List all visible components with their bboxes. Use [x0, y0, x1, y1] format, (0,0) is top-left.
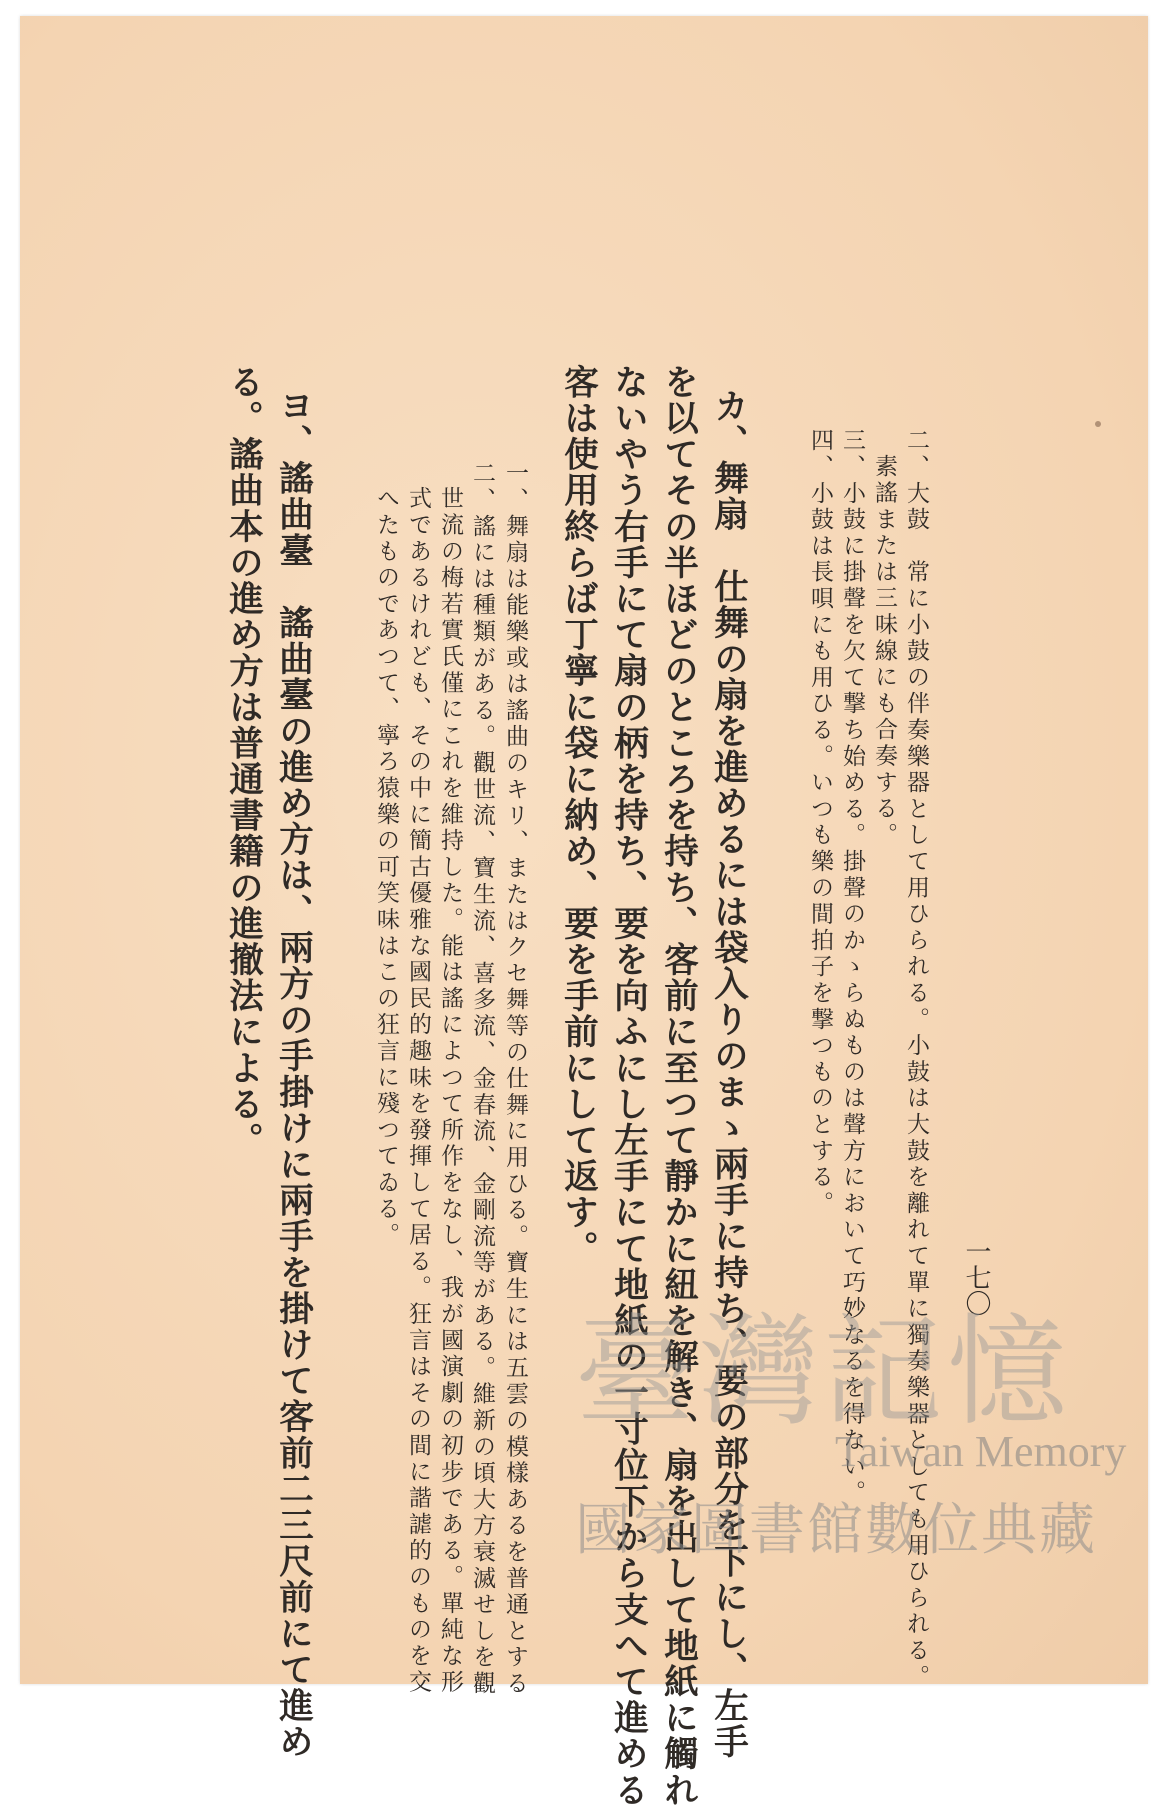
- text-line-12: 式であるけれども、その中に簡古優雅な國民的趣味を發揮して居る。狂言はその間に諧謔的のものを交: [405, 486, 431, 1696]
- watermark-subtitle: Taiwan Memory: [835, 1427, 1127, 1476]
- page-number: 一七〇: [961, 1238, 991, 1316]
- text-line-11: 世流の梅若實氏僅にこれを維持した。能は謠によつて所作をなし、我が國演劇の初步である。單純な形: [437, 486, 463, 1696]
- text-line-3: 三、小鼓に掛聲を欠て撃ち始める。掛聲のかゝらぬものは聲方において巧妙なるを得ない。: [839, 428, 865, 1507]
- text-line-13: へたものであつて、寧ろ猿樂の可笑味はこの狂言に殘つてゐる。: [373, 486, 399, 1249]
- watermark-title: 臺灣記憶: [575, 1303, 1071, 1442]
- text-line-8: 客は使用終らば丁寧に袋に納め、要を手前にして返す。: [557, 364, 598, 1267]
- text-line-10: 二、謠には種類がある。觀世流、寶生流、喜多流、金春流、金剛流等がある。維新の頃大方衰滅せしを觀: [469, 461, 495, 1698]
- text-line-14: ヨ、謠曲臺 謠曲臺の進め方は、兩方の手掛けに兩手を掛けて客前二三尺前にて進め: [272, 388, 313, 1760]
- watermark-library-name: 國家圖書館數位典藏: [575, 1498, 1097, 1563]
- text-line-9: 一、舞扇は能樂或は謠曲のキリ、またはクセ舞等の仕舞に用ひる。寶生には五雲の模樣あるを普通とする: [502, 461, 528, 1698]
- book-page: [20, 16, 1148, 1808]
- text-line-1: 二、大鼓 常に小鼓の伴奏樂器として用ひられる。小鼓は大鼓を離れて單に獨奏樂器としても用ひられる。: [903, 428, 929, 1691]
- text-line-2: 素謠または三味線にも合奏する。: [871, 454, 897, 849]
- ink-speck: [1095, 421, 1101, 427]
- text-line-7: ないやう右手にて扇の柄を持ち、要を向ふにし左手にて地紙の一寸位下から支へて進める: [607, 364, 648, 1808]
- text-line-5: カ、舞扇 仕舞の扇を進めるには袋入りのまゝ兩手に持ち、要の部分を下にし、左手: [707, 388, 748, 1760]
- text-line-15: る。謠曲本の進め方は普通書籍の進撤法による。: [222, 364, 263, 1159]
- text-line-6: を以てその半ほどのところを持ち、客前に至つて靜かに紐を解き、扇を出して地紙に觸れ: [657, 364, 698, 1808]
- text-line-4: 四、小鼓は長唄にも用ひる。いつも樂の間拍子を撃つものとする。: [807, 428, 833, 1217]
